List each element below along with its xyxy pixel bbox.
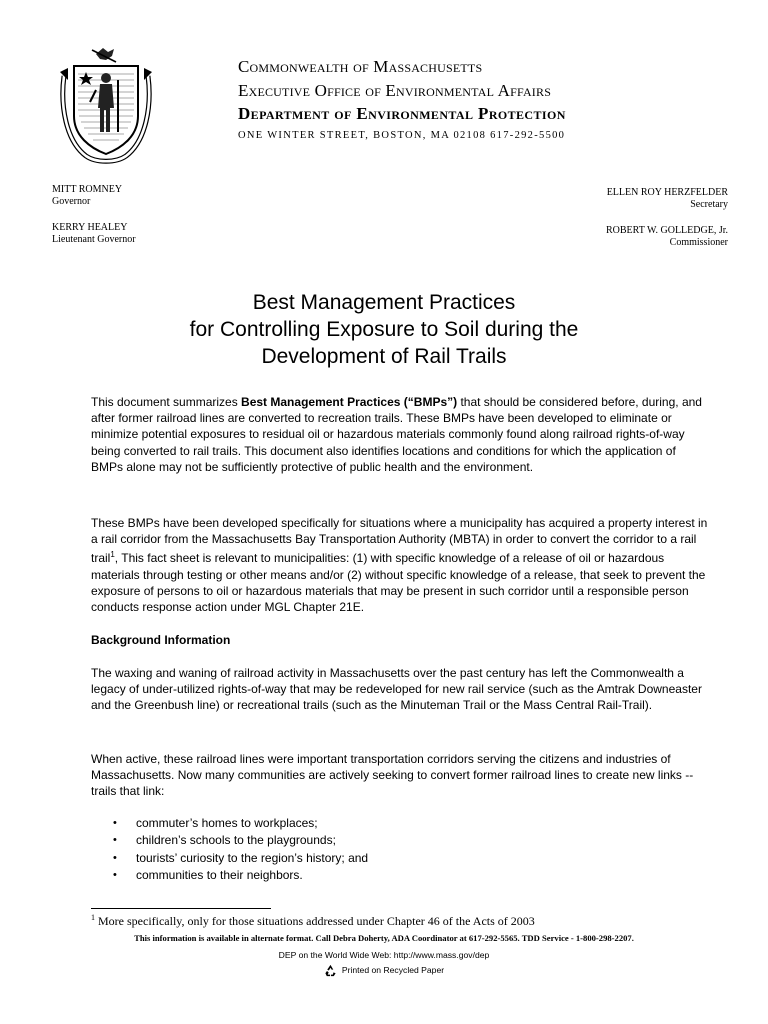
official-title: Commissioner [669, 237, 728, 248]
background-paragraph: The waxing and waning of railroad activity in Massachusetts over the past century has left the Commonwealth a legacy of under-utilized rights-of-way that may be redeveloped for new rail service (such as the Amtrak Downeaster and the Greenbush line) or recreational trails (such as the Minuteman Trail or the Mass Central Rail-Trail). [91, 666, 702, 713]
official-right-1 [607, 187, 728, 211]
footnote-divider [91, 908, 271, 909]
trail-links-list [91, 815, 368, 885]
letterhead-department: Department of Environmental Protection [238, 104, 566, 123]
recycle-icon [324, 964, 337, 977]
alternate-format-notice: This information is available in alternate format. Call Debra Doherty, ADA Coordinator at 617-292-5565. TDD Service - 1-800-298-2207. [134, 933, 634, 943]
official-title: Governor [52, 196, 91, 207]
official-title: Secretary [690, 199, 728, 210]
official-name: KERRY HEALEY [52, 222, 128, 233]
footnote-reference: 1 [110, 550, 115, 560]
official-right-2 [606, 225, 728, 249]
document-title: Best Management Practices for Controlling Exposure to Soil during the Development of Rail Trails [189, 291, 579, 368]
official-name: ROBERT W. GOLLEDGE, Jr. [606, 225, 728, 236]
list-item: • commuter’s homes to workplaces; [91, 815, 368, 832]
letterhead-commonwealth: Commonwealth of Massachusetts [238, 57, 483, 76]
list-item: • tourists’ curiosity to the region’s history; and [91, 850, 368, 867]
recycled-paper-line: Printed on Recycled Paper [0, 964, 768, 977]
footnote: $^1$ More specifically, only for those situations addressed under Chapter 46 of the Acts of 2003 [91, 913, 535, 928]
corridors-paragraph: When active, these railroad lines were important transportation corridors serving the citizens and industries of Massachusetts. Now many communities are actively seeking to convert former railroad lines to create new links -- trails that link: [91, 752, 694, 799]
official-name: MITT ROMNEY [52, 184, 123, 195]
scope-paragraph: These BMPs have been developed specifically for situations where a municipality has acquired a property interest in a rail corridor from the Massachusetts Bay Transportation Authority (MBTA) in order to convert the corridor to a rail trail$^1$, This fact sheet is relevant to municipalities: (1) with specific knowledge of a release of oil or hazardous materials through testing or other means and/or (2) without specific knowledge of a release, that seek to prevent the exposure of persons to oil or hazardous materials that may be present in such corridor until a responsible person conducts response action under MGL Chapter 21E. [91, 516, 708, 615]
list-item: • children’s schools to the playgrounds; [91, 832, 368, 849]
official-left-1 [52, 184, 122, 208]
official-name: ELLEN ROY HERZFELDER [606, 187, 728, 198]
background-heading: Background Information [91, 633, 231, 647]
letterhead-executive-office: Executive Office of Environmental Affairs [238, 81, 552, 100]
massachusetts-seal-icon [56, 46, 156, 168]
list-item: • communities to their neighbors. [91, 867, 368, 884]
website-line: DEP on the World Wide Web: http://www.mass.gov/dep [278, 950, 490, 960]
intro-paragraph: This document summarizes Best Management Practices (“BMPs”) that should be considered before, during, and after former railroad lines are converted to recreation trails. These BMPs have been developed to eliminate or minimize potential exposures to residual oil or hazardous materials commonly found along railroad rights-of-way being converted to rail trails. This document also identifies locations and conditions for which the application of BMPs alone may not be sufficiently protective of public health and the environment. [91, 395, 702, 474]
official-left-2 [52, 222, 136, 246]
official-title: Lieutenant Governor [52, 234, 136, 245]
letterhead-address: ONE WINTER STREET, BOSTON, MA 02108 617-292-5500 [238, 130, 566, 141]
